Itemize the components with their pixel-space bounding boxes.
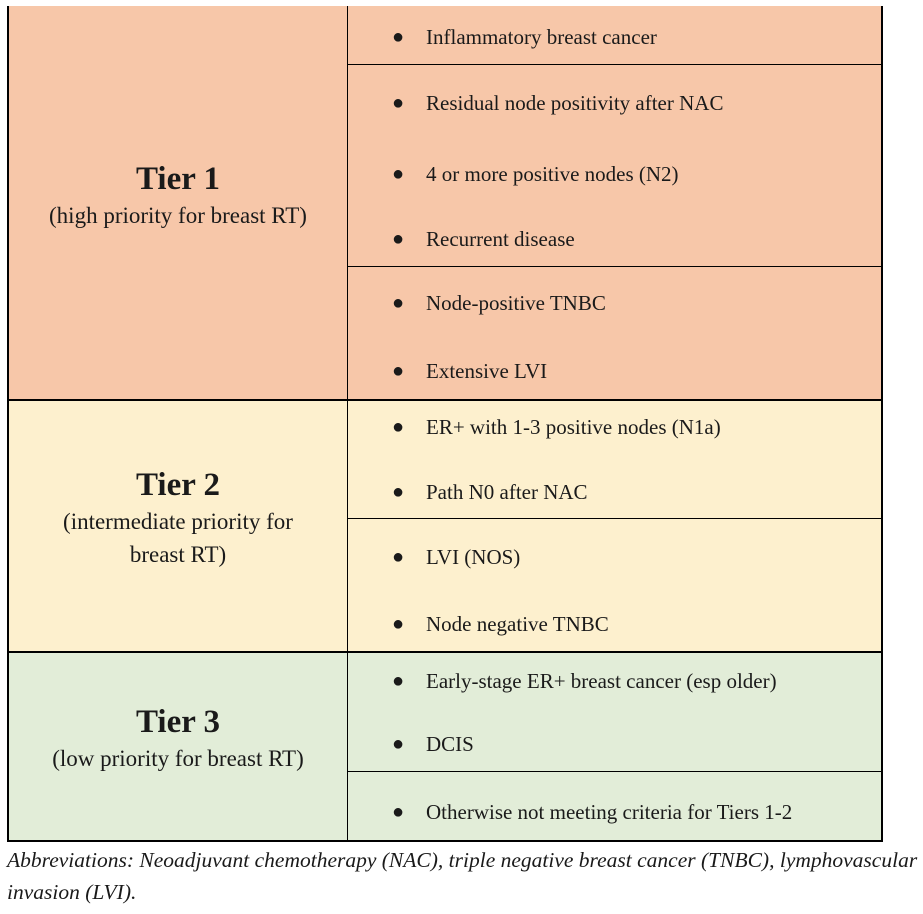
list-item	[347, 729, 881, 759]
group-divider	[347, 266, 881, 267]
list-item	[347, 356, 881, 386]
list-item	[347, 542, 881, 572]
item-text: Early-stage ER+ breast cancer (esp older)	[426, 669, 777, 693]
tier-1-row	[7, 6, 883, 401]
bullet-icon: ●	[392, 416, 405, 438]
tier-1-subtitle: (high priority for breast RT)	[49, 203, 307, 229]
list-item	[347, 88, 881, 118]
tier-2-row	[7, 401, 883, 653]
tier-1-label	[9, 161, 347, 232]
tier-3-label	[9, 704, 347, 775]
item-text: Node negative TNBC	[426, 612, 609, 636]
bullet-icon: ●	[392, 26, 405, 48]
bullet-icon: ●	[392, 733, 405, 755]
tier-3-subtitle: (low priority for breast RT)	[52, 746, 304, 772]
item-text: ER+ with 1-3 positive nodes (N1a)	[426, 415, 721, 439]
bullet-icon: ●	[392, 360, 405, 382]
item-text: Residual node positivity after NAC	[426, 91, 724, 115]
bullet-icon: ●	[392, 546, 405, 568]
group-divider	[347, 518, 881, 519]
list-item	[347, 666, 881, 696]
item-text: LVI (NOS)	[426, 545, 521, 569]
list-item	[347, 477, 881, 507]
list-item	[347, 797, 881, 827]
abbreviations-footnote: Abbreviations: Neoadjuvant chemotherapy (NAC), triple negative breast cancer (TNBC), lymphovascular invasion (LVI).	[7, 848, 918, 904]
bullet-icon: ●	[392, 670, 405, 692]
tier-3-name: Tier 3	[135, 704, 221, 740]
item-text: DCIS	[426, 732, 474, 756]
item-text: Otherwise not meeting criteria for Tiers 1-2	[426, 800, 793, 824]
tier-2-name: Tier 2	[135, 467, 221, 503]
tier-2-subtitle: (intermediate priority for breast RT)	[63, 509, 293, 568]
tier-1-name: Tier 1	[135, 161, 221, 197]
item-text: Path N0 after NAC	[426, 480, 588, 504]
list-item	[347, 609, 881, 639]
item-text: Extensive LVI	[426, 359, 548, 383]
list-item	[347, 159, 881, 189]
tier-2-label	[9, 467, 347, 571]
list-item	[347, 224, 881, 254]
group-divider	[347, 771, 881, 772]
list-item	[347, 412, 881, 442]
item-text: Node-positive TNBC	[426, 291, 606, 315]
bullet-icon: ●	[392, 92, 405, 114]
bullet-icon: ●	[392, 163, 405, 185]
list-item	[347, 22, 881, 52]
bullet-icon: ●	[392, 228, 405, 250]
tier-3-row	[7, 653, 883, 842]
bullet-icon: ●	[392, 481, 405, 503]
item-text: Inflammatory breast cancer	[426, 25, 657, 49]
bullet-icon: ●	[392, 292, 405, 314]
bullet-icon: ●	[392, 613, 405, 635]
list-item	[347, 288, 881, 318]
group-divider	[347, 64, 881, 65]
item-text: Recurrent disease	[426, 227, 575, 251]
item-text: 4 or more positive nodes (N2)	[426, 162, 679, 186]
bullet-icon: ●	[392, 801, 405, 823]
